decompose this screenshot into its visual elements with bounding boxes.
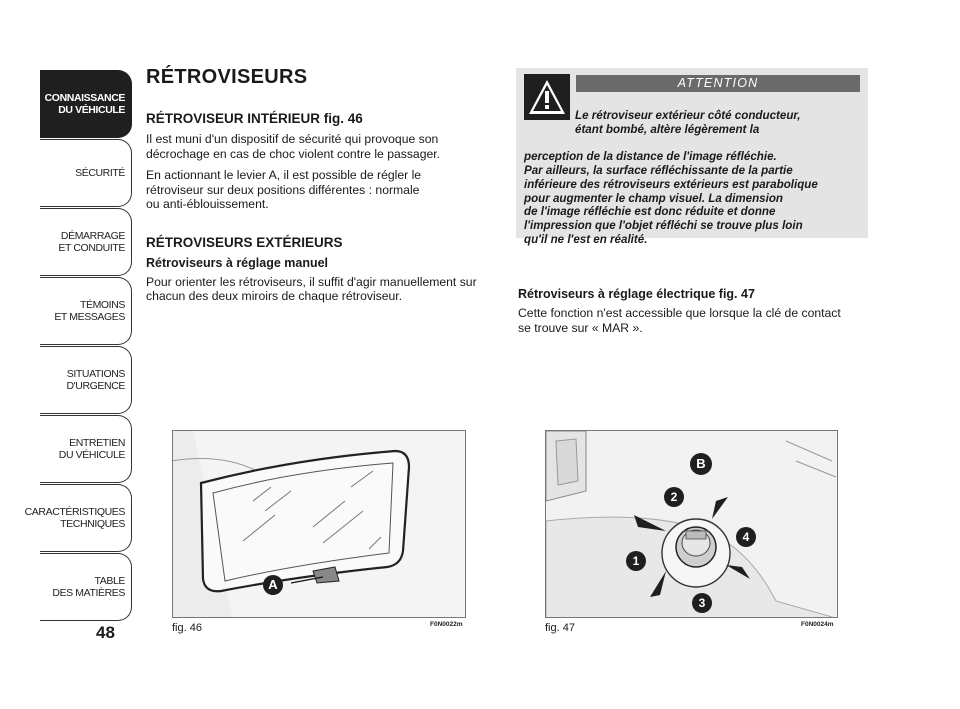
tab-label: SÉCURITÉ	[75, 167, 125, 179]
tab-label: CONNAISSANCE DU VÉHICULE	[44, 92, 125, 116]
callout-b: B	[690, 453, 712, 475]
tab-label: TÉMOINS ET MESSAGES	[54, 299, 125, 323]
tab-label: TABLE DES MATIÈRES	[52, 575, 125, 599]
right-column	[518, 287, 878, 342]
left-column	[146, 66, 506, 311]
tab-securite[interactable]	[40, 139, 132, 207]
interior-heading: RÉTROVISEUR INTÉRIEUR fig. 46	[146, 111, 363, 126]
callout-a: A	[263, 575, 283, 595]
figure-46-interior-mirror	[172, 430, 466, 618]
sidebar-nav	[24, 70, 132, 622]
figure-47-caption: fig. 47	[545, 622, 575, 634]
callout-4: 4	[736, 527, 756, 547]
tab-caracteristiques-techniques[interactable]	[24, 484, 132, 552]
tab-label: SITUATIONS D'URGENCE	[66, 368, 125, 392]
electric-paragraph: Cette fonction n'est accessible que lorsque la clé de contact se trouve sur « MAR ».	[518, 306, 841, 335]
tab-connaissance-du-vehicule[interactable]	[40, 70, 132, 138]
interior-paragraph-2: En actionnant le levier A, il est possible de régler le rétroviseur sur deux positions différentes : normale ou anti-éblouissement.	[146, 168, 422, 211]
callout-2: 2	[664, 487, 684, 507]
tab-entretien-du-vehicule[interactable]	[40, 415, 132, 483]
attention-text	[524, 95, 864, 247]
attention-box	[516, 68, 868, 246]
page-title: RÉTROVISEURS	[146, 66, 308, 88]
tab-temoins-et-messages[interactable]	[40, 277, 132, 345]
manual-heading: Rétroviseurs à réglage manuel	[146, 255, 329, 270]
interior-mirror-illustration	[173, 431, 466, 618]
tab-label: CARACTÉRISTIQUES TECHNIQUES	[24, 506, 125, 530]
exterior-heading: RÉTROVISEURS EXTÉRIEURS	[146, 234, 343, 250]
electric-heading: Rétroviseurs à réglage électrique fig. 47	[518, 287, 755, 301]
manual-paragraph: Pour orienter les rétroviseurs, il suffit d'agir manuellement sur chacun des deux miroirs de chaque rétroviseur.	[146, 274, 477, 303]
callout-1: 1	[626, 551, 646, 571]
figure-47-code: F0N0024m	[801, 621, 834, 628]
page-number: 48	[96, 623, 115, 642]
figure-46-caption: fig. 46	[172, 622, 202, 634]
tab-situations-d-urgence[interactable]	[40, 346, 132, 414]
tab-label: DÉMARRAGE ET CONDUITE	[58, 230, 125, 254]
tab-demarrage-et-conduite[interactable]	[40, 208, 132, 276]
tab-label: ENTRETIEN DU VÉHICULE	[58, 437, 125, 461]
tab-table-des-matieres[interactable]	[40, 553, 132, 621]
attention-text-rest: perception de la distance de l'image réfléchie. Par ailleurs, la surface réfléchissante de la partie inférieure des rétroviseurs extérieurs est parabolique pour augmenter le champ visuel. La dimension de l'image réfléchie est donc réduite et donne l'impression que l'objet réfléchi se trouve plus loin qu'il ne l'est en réalité.	[524, 150, 818, 246]
callout-3: 3	[692, 593, 712, 613]
attention-label: ATTENTION	[576, 75, 860, 92]
spacer	[146, 219, 506, 235]
figure-46-code: F0N0022m	[430, 621, 463, 628]
interior-paragraph-1: Il est muni d'un dispositif de sécurité qui provoque son décrochage en cas de choc violent contre le passager.	[146, 132, 441, 161]
figure-47-electric-control	[545, 430, 838, 618]
attention-text-first: Le rétroviseur extérieur côté conducteur, étant bombé, altère légèrement la	[575, 108, 801, 136]
